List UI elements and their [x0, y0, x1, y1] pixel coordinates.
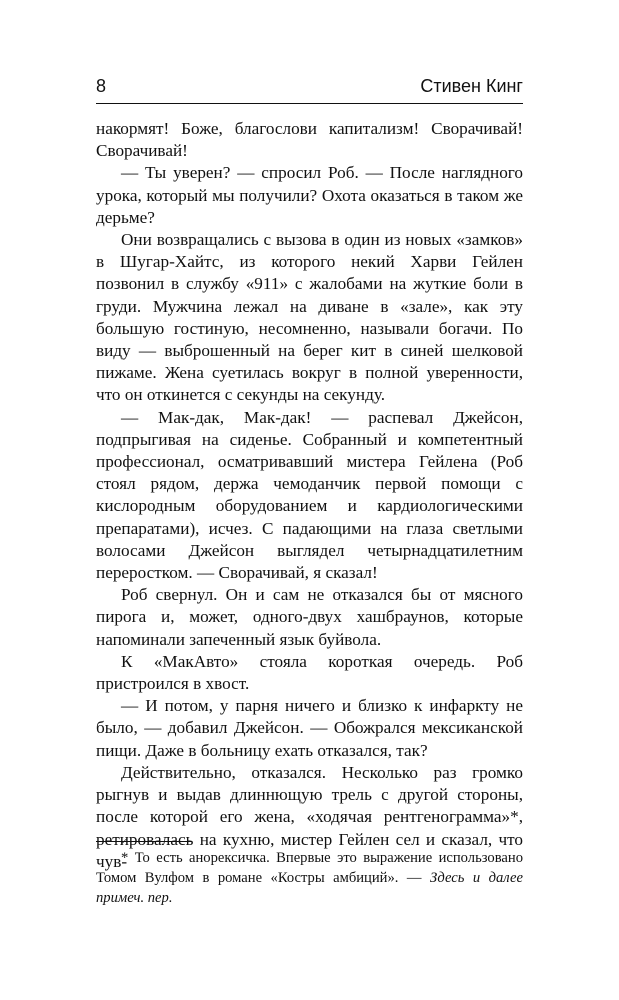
page-number: 8 [96, 76, 107, 96]
footnote-note: Здесь и далее примеч. пер. [96, 870, 523, 906]
paragraph: накормят! Боже, благослови капитализм! Сворачивай! Сворачивай! [96, 119, 523, 161]
header-rule [96, 103, 523, 104]
paragraph: Роб свернул. Он и сам не отказался бы от мясного пирога и, может, одного-двух хашбраунов, которые напоминали запеченный язык буйвола. [96, 585, 523, 649]
footnote-text: * То есть анорексичка. Впервые это выражение использовано Томом Вулфом в романе «Костры амбиций». — [96, 850, 523, 886]
footnote-rule [96, 841, 192, 842]
body-text [96, 118, 523, 873]
paragraph: — Мак-дак, Мак-дак! — распевал Джейсон, подпрыгивая на сиденье. Собранный и компетентный профессионал, осматривавший мистера Гейлена (Роб стоял рядом, держа чемоданчик первой помощи с кислородным оборудованием и кардиологическими препаратами), исчез. С падающими на глаза светлыми волосами Джейсон выглядел четырнадцатилетним переростком. — Сворачивай, я сказал! [96, 407, 523, 583]
footnote [96, 848, 523, 908]
running-title: Стивен Кинг [420, 76, 523, 96]
paragraph: — Ты уверен? — спросил Роб. — После наглядного урока, который мы получили? Охота оказаться в таком же дерьме? [96, 163, 523, 227]
page-header [96, 76, 523, 102]
paragraph: — И потом, у парня ничего и близко к инфаркту не было, — добавил Джейсон. — Обожрался мексиканской пищи. Даже в больницу ехать отказался, так? [96, 696, 523, 760]
paragraph: К «МакАвто» стояла короткая очередь. Роб пристроился в хвост. [96, 651, 523, 694]
paragraph: Действительно, отказался. Несколько раз громко рыгнув и выдав длиннющую трель с другой стороны, после которой его жена, «ходячая рентгенограмма»*, ретировалась на кухню, мистер Гейлен сел и сказал, что чув- [96, 762, 523, 871]
paragraph: Они возвращались с вызова в один из новых «замков» в Шугар-Хайтс, из которого некий Харви Гейлен позвонил в службу «911» с жалобами на жуткие боли в груди. Мужчина лежал на диване в «зале», как эту большую гостиную, несомненно, называли богачи. По виду — выброшенный на берег кит в синей шелковой пижаме. Жена суетилась вокруг в полной уверенности, что он откинется с секунды на секунду. [96, 230, 523, 405]
